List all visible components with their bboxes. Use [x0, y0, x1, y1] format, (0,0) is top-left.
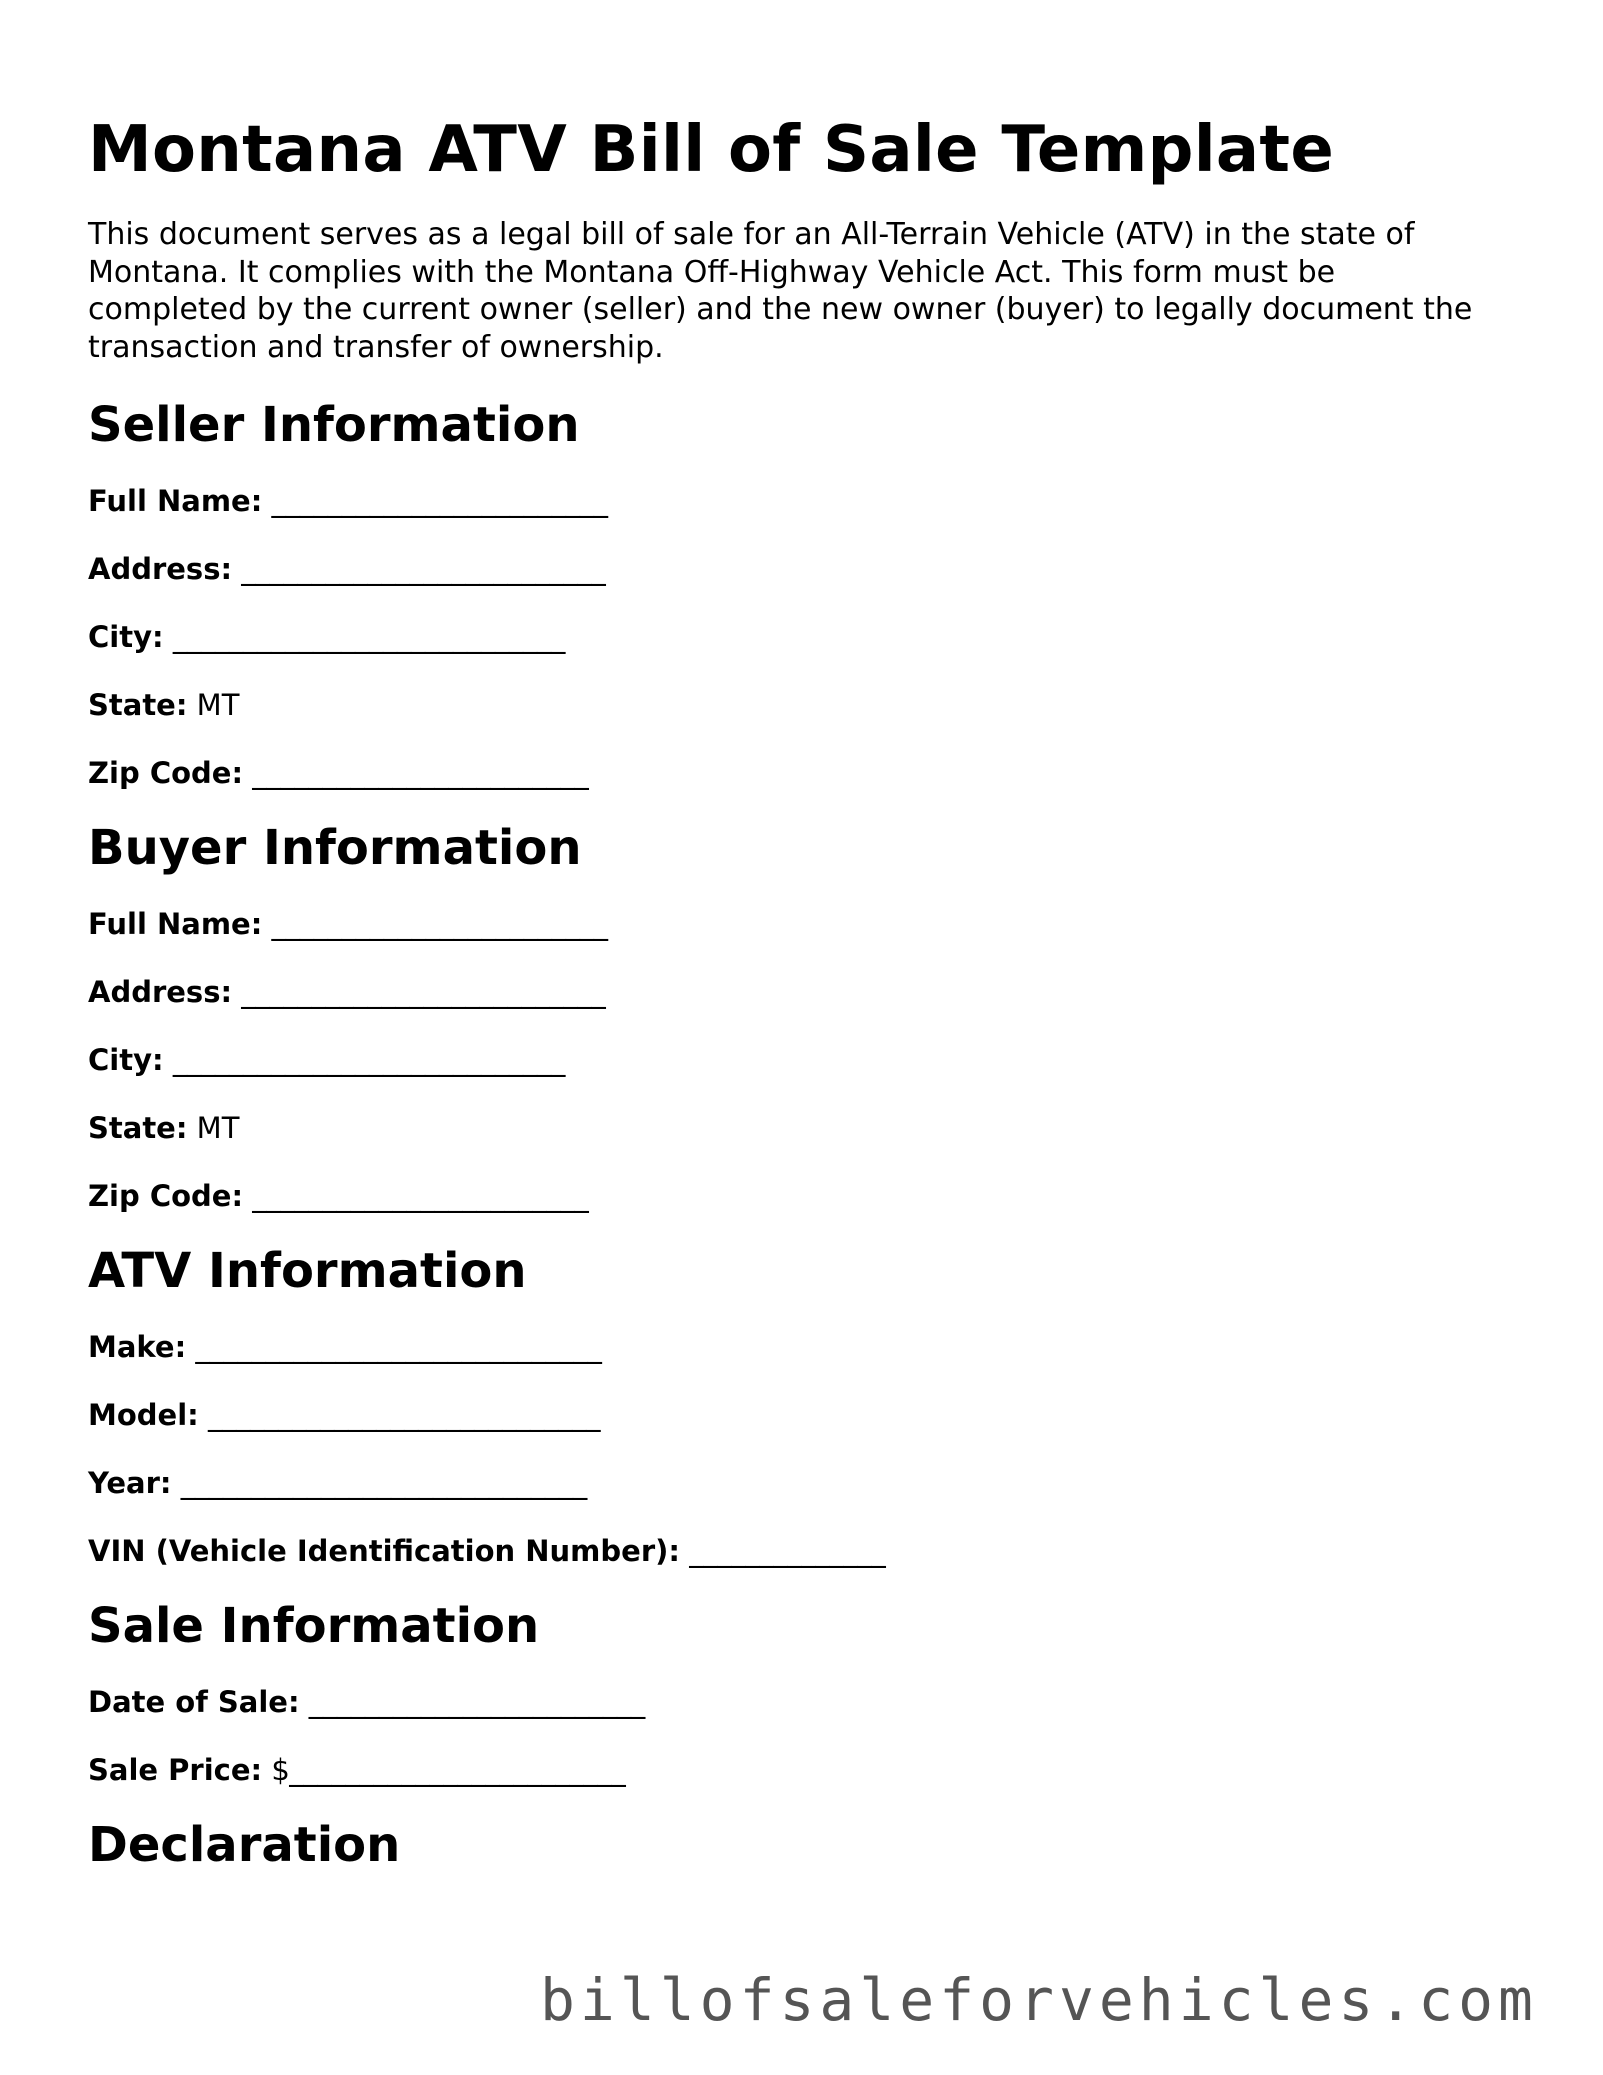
seller-state-label: State:	[88, 688, 188, 722]
buyer-address-blank[interactable]: __________________________	[241, 975, 606, 1009]
atv-model-field	[88, 1397, 1488, 1433]
buyer-full-name-field	[88, 906, 1488, 942]
sale-price-field	[88, 1752, 1488, 1788]
seller-city-label: City:	[88, 620, 164, 654]
atv-year-blank[interactable]: _____________________________	[180, 1466, 587, 1500]
buyer-city-label: City:	[88, 1043, 164, 1077]
buyer-city-blank[interactable]: ____________________________	[172, 1043, 565, 1077]
buyer-state-value: MT	[196, 1111, 240, 1145]
intro-paragraph: This document serves as a legal bill of sale for an All-Terrain Vehicle (ATV) in the state of Montana. It complies with the Montana Off-Highway Vehicle Act. This form must be completed by the current owner (seller) and the new owner (buyer) to legally document the transaction and transfer of ownership.	[88, 217, 1473, 365]
seller-zip-blank[interactable]: ________________________	[252, 756, 589, 790]
atv-year-field	[88, 1465, 1488, 1501]
atv-heading: ATV Information	[88, 1243, 527, 1299]
sale-date-blank[interactable]: ________________________	[308, 1685, 645, 1719]
buyer-full-name-label: Full Name:	[88, 907, 263, 941]
buyer-address-field	[88, 974, 1488, 1010]
atv-model-blank[interactable]: ____________________________	[207, 1398, 600, 1432]
seller-state-field	[88, 687, 1488, 723]
buyer-zip-label: Zip Code:	[88, 1179, 244, 1213]
buyer-heading: Buyer Information	[88, 820, 582, 876]
seller-full-name-label: Full Name:	[88, 484, 263, 518]
declaration-heading: Declaration	[88, 1817, 401, 1873]
buyer-zip-blank[interactable]: ________________________	[252, 1179, 589, 1213]
seller-address-blank[interactable]: __________________________	[241, 552, 606, 586]
sale-price-blank[interactable]: $________________________	[271, 1753, 626, 1787]
seller-address-field	[88, 551, 1488, 587]
atv-vin-field	[88, 1533, 1488, 1569]
seller-zip-label: Zip Code:	[88, 756, 244, 790]
atv-make-label: Make:	[88, 1330, 187, 1364]
document-page	[88, 108, 1488, 1875]
seller-city-blank[interactable]: ____________________________	[172, 620, 565, 654]
atv-model-label: Model:	[88, 1398, 199, 1432]
atv-make-field	[88, 1329, 1488, 1365]
buyer-zip-field	[88, 1178, 1488, 1214]
buyer-city-field	[88, 1042, 1488, 1078]
sale-price-label: Sale Price:	[88, 1753, 263, 1787]
buyer-full-name-blank[interactable]: ________________________	[271, 907, 608, 941]
buyer-address-label: Address:	[88, 975, 233, 1009]
sale-date-field	[88, 1684, 1488, 1720]
seller-zip-field	[88, 755, 1488, 791]
atv-year-label: Year:	[88, 1466, 172, 1500]
seller-full-name-field	[88, 483, 1488, 519]
document-title: Montana ATV Bill of Sale Template	[88, 113, 1335, 187]
sale-date-label: Date of Sale:	[88, 1685, 300, 1719]
site-watermark: billofsaleforvehicles.com	[540, 1966, 1538, 2034]
seller-address-label: Address:	[88, 552, 233, 586]
buyer-state-field	[88, 1110, 1488, 1146]
atv-make-blank[interactable]: _____________________________	[195, 1330, 602, 1364]
seller-full-name-blank[interactable]: ________________________	[271, 484, 608, 518]
atv-vin-blank[interactable]: ______________	[689, 1534, 886, 1568]
seller-city-field	[88, 619, 1488, 655]
sale-heading: Sale Information	[88, 1598, 540, 1654]
seller-state-value: MT	[196, 688, 240, 722]
atv-vin-label: VIN (Vehicle Identification Number):	[88, 1534, 680, 1568]
seller-heading: Seller Information	[88, 397, 580, 453]
buyer-state-label: State:	[88, 1111, 188, 1145]
